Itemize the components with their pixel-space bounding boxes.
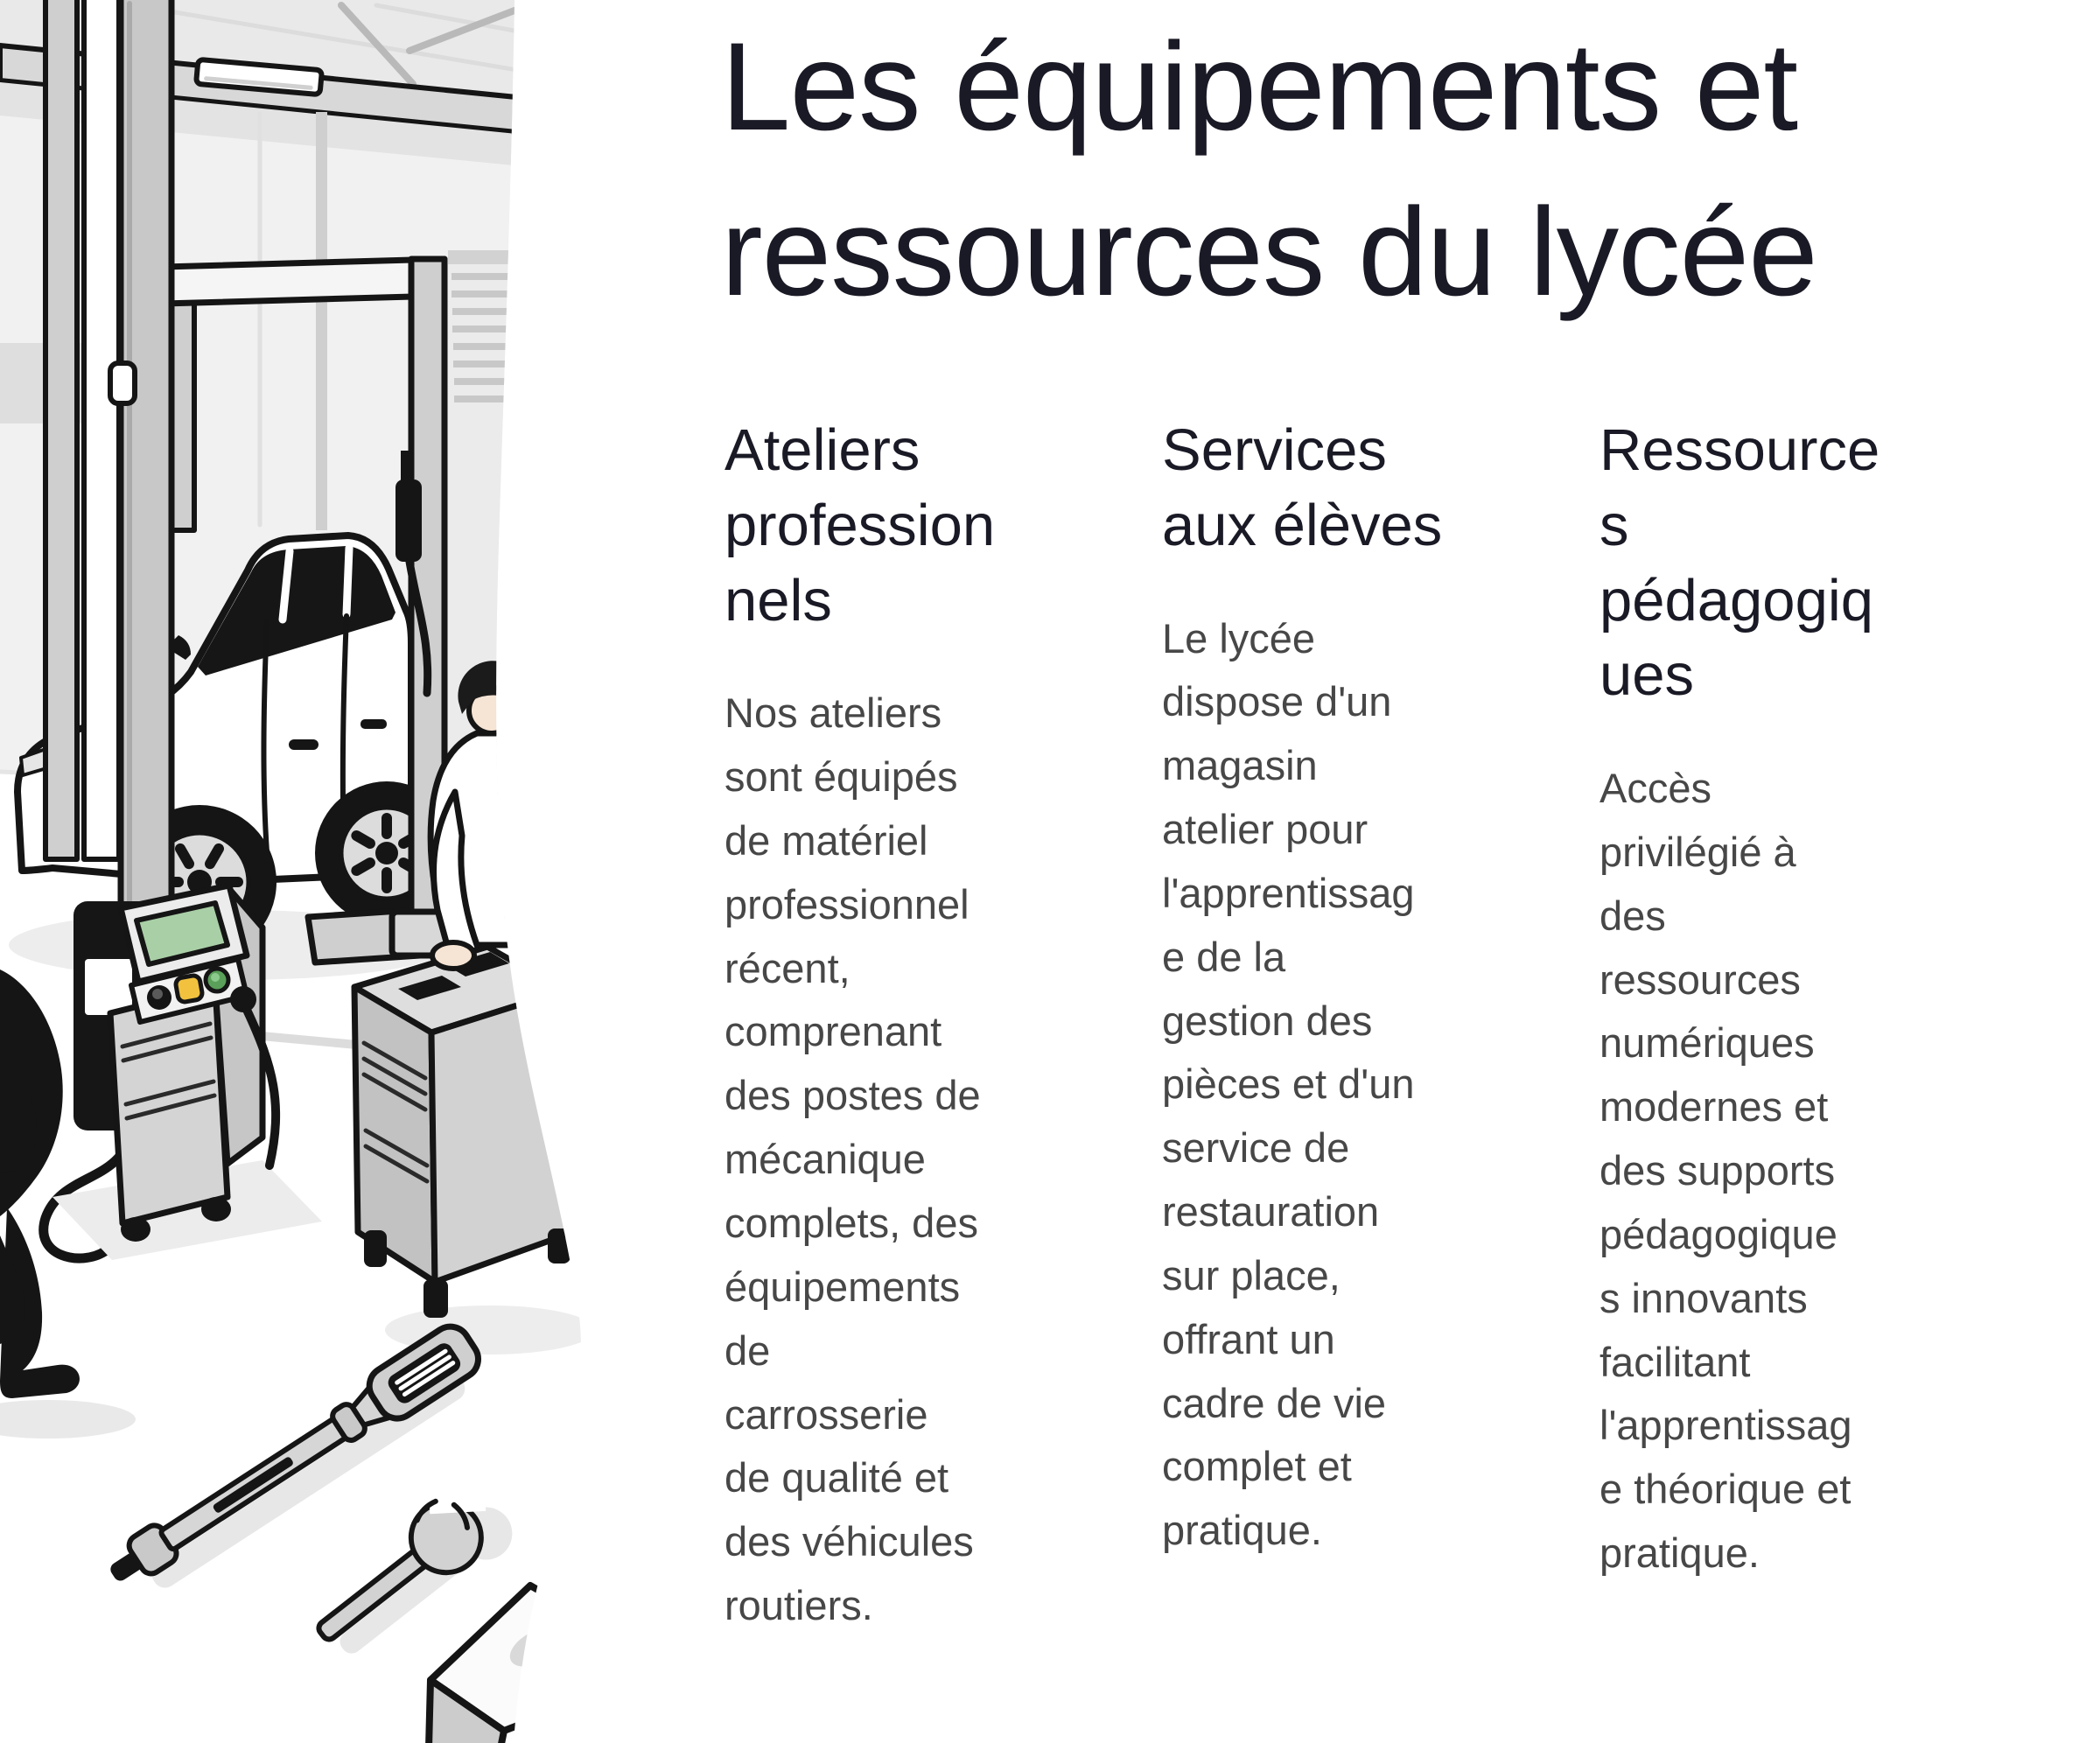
column-ressources-pedagogiques — [1600, 413, 1934, 1638]
column-heading-services: Services aux élèves — [1162, 417, 1443, 558]
column-body-services: Le lycée dispose d'un magasin atelier pour l'apprentissage de la gestion des pièces et d'un service de restauration sur place, offrant un cadre de vie complet et pratique. — [1162, 614, 1415, 1554]
page-title: Les équipements et ressources du lycée — [721, 18, 1817, 322]
worker-hand — [432, 942, 474, 969]
window-blinds — [448, 250, 518, 402]
column-services-eleves — [1162, 413, 1496, 1638]
column-heading-ateliers: Ateliers professionnels — [724, 417, 996, 634]
column-heading-ressources: Ressources pédagogiques — [1600, 417, 1880, 709]
feature-columns — [724, 413, 1934, 1638]
column-ateliers-professionnels — [724, 413, 1059, 1638]
garage-illustration-svg — [0, 0, 595, 1743]
console-button-yellow — [175, 975, 203, 1003]
column-body-ressources: Accès privilégié à des ressources numériques modernes et des supports pédagogiques innovants facilitant l'apprentissage théorique et pratique. — [1600, 765, 1852, 1577]
garage-illustration — [0, 0, 595, 1743]
column-body-ateliers: Nos ateliers sont équipés de matériel professionnel récent, comprenant des postes de mécanique complets, des équipements de carrosserie de qualité et des véhicules routiers. — [724, 690, 981, 1629]
